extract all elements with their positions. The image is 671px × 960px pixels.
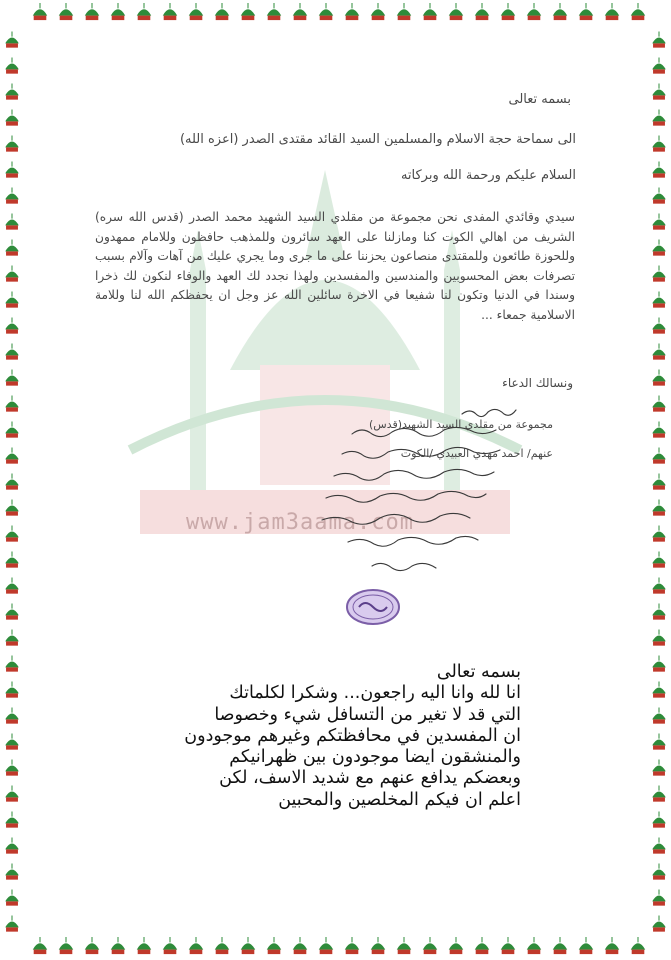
border-mosque-motif-icon — [189, 3, 203, 20]
border-mosque-motif-icon — [449, 937, 463, 954]
border-mosque-motif-icon — [5, 604, 19, 620]
border-mosque-motif-icon — [5, 526, 19, 542]
border-mosque-motif-icon — [5, 864, 19, 880]
border-mosque-motif-icon — [5, 84, 19, 100]
decorative-border-left — [0, 0, 24, 960]
border-mosque-motif-icon — [137, 3, 151, 20]
border-mosque-motif-icon — [652, 760, 666, 776]
border-mosque-motif-icon — [605, 3, 619, 20]
border-mosque-motif-icon — [5, 370, 19, 386]
border-mosque-motif-icon — [652, 656, 666, 672]
border-mosque-motif-icon — [652, 604, 666, 620]
reply-line: اعلم ان فيكم المخلصين والمحبين — [278, 789, 521, 810]
border-mosque-motif-icon — [652, 526, 666, 542]
border-mosque-motif-icon — [652, 500, 666, 516]
watermark-url-text: www.jam3aama.com — [186, 510, 414, 535]
border-mosque-motif-icon — [59, 3, 73, 20]
border-mosque-motif-icon — [5, 656, 19, 672]
border-mosque-motif-icon — [423, 3, 437, 20]
border-mosque-motif-icon — [319, 937, 333, 954]
border-mosque-motif-icon — [111, 3, 125, 20]
border-mosque-motif-icon — [85, 937, 99, 954]
border-mosque-motif-icon — [652, 838, 666, 854]
border-mosque-motif-icon — [371, 3, 385, 20]
border-mosque-motif-icon — [345, 937, 359, 954]
border-mosque-motif-icon — [267, 937, 281, 954]
border-mosque-motif-icon — [652, 864, 666, 880]
border-mosque-motif-icon — [5, 474, 19, 490]
border-mosque-motif-icon — [215, 937, 229, 954]
border-mosque-motif-icon — [652, 292, 666, 308]
border-mosque-motif-icon — [5, 240, 19, 256]
border-mosque-motif-icon — [267, 3, 281, 20]
letter-signatory: عنهم/ احمد مهدي العبيدي /الكوت — [400, 447, 553, 460]
border-mosque-motif-icon — [652, 396, 666, 412]
border-mosque-motif-icon — [652, 318, 666, 334]
reply-line: انا لله وانا اليه راجعون... وشكرا لكلماتك — [229, 683, 521, 704]
border-mosque-motif-icon — [652, 552, 666, 568]
border-mosque-motif-icon — [501, 3, 515, 20]
border-mosque-motif-icon — [5, 890, 19, 906]
border-mosque-motif-icon — [652, 136, 666, 152]
border-mosque-motif-icon — [5, 734, 19, 750]
border-mosque-motif-icon — [5, 578, 19, 594]
border-mosque-motif-icon — [652, 370, 666, 386]
border-mosque-motif-icon — [652, 786, 666, 802]
border-mosque-motif-icon — [111, 937, 125, 954]
border-mosque-motif-icon — [5, 162, 19, 178]
border-mosque-motif-icon — [5, 292, 19, 308]
border-mosque-motif-icon — [652, 890, 666, 906]
border-mosque-motif-icon — [652, 916, 666, 932]
reply-line: التي قد لا تغير من التسافل شيء وخصوصا — [214, 704, 521, 725]
border-mosque-motif-icon — [371, 937, 385, 954]
border-mosque-motif-icon — [397, 3, 411, 20]
border-mosque-motif-icon — [397, 937, 411, 954]
border-mosque-motif-icon — [652, 578, 666, 594]
border-mosque-motif-icon — [5, 708, 19, 724]
border-mosque-motif-icon — [59, 937, 73, 954]
border-mosque-motif-icon — [241, 3, 255, 20]
border-mosque-motif-icon — [423, 937, 437, 954]
border-mosque-motif-icon — [215, 3, 229, 20]
border-mosque-motif-icon — [5, 214, 19, 230]
border-mosque-motif-icon — [189, 937, 203, 954]
border-mosque-motif-icon — [475, 3, 489, 20]
border-mosque-motif-icon — [5, 58, 19, 74]
border-mosque-motif-icon — [5, 396, 19, 412]
border-mosque-motif-icon — [527, 3, 541, 20]
border-mosque-motif-icon — [33, 937, 47, 954]
border-mosque-motif-icon — [605, 937, 619, 954]
reply-line: وبعضكم يدافع عنهم مع شديد الاسف، لكن — [219, 768, 521, 789]
border-mosque-motif-icon — [5, 318, 19, 334]
decorative-border-bottom — [0, 934, 671, 960]
border-mosque-motif-icon — [163, 937, 177, 954]
border-mosque-motif-icon — [652, 422, 666, 438]
border-mosque-motif-icon — [501, 937, 515, 954]
border-mosque-motif-icon — [5, 552, 19, 568]
border-mosque-motif-icon — [5, 266, 19, 282]
border-mosque-motif-icon — [631, 3, 645, 20]
border-mosque-motif-icon — [652, 344, 666, 360]
border-mosque-motif-icon — [652, 188, 666, 204]
letter-sender-group: مجموعة من مقلدي السيد الشهيد(قدس) — [369, 418, 553, 431]
border-mosque-motif-icon — [5, 812, 19, 828]
border-mosque-motif-icon — [5, 682, 19, 698]
border-mosque-motif-icon — [319, 3, 333, 20]
border-mosque-motif-icon — [449, 3, 463, 20]
border-mosque-motif-icon — [631, 937, 645, 954]
border-mosque-motif-icon — [137, 937, 151, 954]
border-mosque-motif-icon — [652, 682, 666, 698]
letter-closing: ونسالك الدعاء — [502, 376, 573, 390]
border-mosque-motif-icon — [5, 630, 19, 646]
reply-line: والمنشقون ايضا موجودون بين ظهرانيكم — [229, 747, 521, 768]
border-mosque-motif-icon — [579, 937, 593, 954]
letter-greeting: السلام عليكم ورحمة الله وبركاته — [400, 168, 576, 183]
border-mosque-motif-icon — [5, 110, 19, 126]
border-mosque-motif-icon — [652, 266, 666, 282]
reply-line: بسمه تعالى — [436, 662, 521, 682]
decorative-border-right — [647, 0, 671, 960]
border-mosque-motif-icon — [293, 937, 307, 954]
border-mosque-motif-icon — [527, 937, 541, 954]
border-mosque-motif-icon — [293, 3, 307, 20]
border-mosque-motif-icon — [652, 32, 666, 48]
reply-line: ان المفسدين في محافظتكم وغيرهم موجودون — [184, 725, 521, 746]
letter-basmala: بسمه تعالى — [508, 92, 571, 107]
letter-body: سيدي وقائدي المفدى نحن مجموعة من مقلدي السيد الشهيد محمد الصدر (قدس الله سره) الشريف من اهالي الكوت كنا ومازلنا على العهد سائرون وللمذهب حافظون وللامام ممهدون وللحوزة طائعون وللمقتدى منصاعون يحزننا على ما جرى وما يجري عليك من آهات وآلام بسبب تصرفات بعض المحسوبين والمندسين والمفسدين ولهذا نجدد لك العهد والوفاء لنكون لك ذخرا وسندا في الدنيا وتكون لنا شفيعا في الاخرة سائلين الله عز وجل ان يحفظكم الله لنا وللامة الاسلامية جمعاء ... — [95, 210, 575, 322]
border-mosque-motif-icon — [652, 630, 666, 646]
border-mosque-motif-icon — [5, 760, 19, 776]
border-mosque-motif-icon — [5, 500, 19, 516]
official-seal-stamp — [345, 588, 401, 626]
border-mosque-motif-icon — [652, 708, 666, 724]
border-mosque-motif-icon — [5, 786, 19, 802]
decorative-border-top — [0, 0, 671, 26]
border-mosque-motif-icon — [5, 344, 19, 360]
border-mosque-motif-icon — [5, 838, 19, 854]
border-mosque-motif-icon — [33, 3, 47, 20]
letter-addressee: الى سماحة حجة الاسلام والمسلمين السيد القائد مقتدى الصدر (اعزه الله) — [179, 132, 576, 147]
border-mosque-motif-icon — [652, 474, 666, 490]
border-mosque-motif-icon — [5, 916, 19, 932]
reply-transcription — [184, 662, 521, 811]
border-mosque-motif-icon — [652, 110, 666, 126]
border-mosque-motif-icon — [5, 188, 19, 204]
border-mosque-motif-icon — [5, 32, 19, 48]
border-mosque-motif-icon — [5, 448, 19, 464]
border-mosque-motif-icon — [553, 3, 567, 20]
border-mosque-motif-icon — [5, 422, 19, 438]
border-mosque-motif-icon — [345, 3, 359, 20]
border-mosque-motif-icon — [652, 240, 666, 256]
border-mosque-motif-icon — [553, 937, 567, 954]
border-mosque-motif-icon — [652, 448, 666, 464]
border-mosque-motif-icon — [652, 162, 666, 178]
border-mosque-motif-icon — [163, 3, 177, 20]
border-mosque-motif-icon — [652, 812, 666, 828]
border-mosque-motif-icon — [5, 136, 19, 152]
border-mosque-motif-icon — [652, 84, 666, 100]
handwritten-reply-scribble — [312, 400, 552, 580]
border-mosque-motif-icon — [652, 214, 666, 230]
border-mosque-motif-icon — [475, 937, 489, 954]
border-mosque-motif-icon — [652, 58, 666, 74]
border-mosque-motif-icon — [85, 3, 99, 20]
border-mosque-motif-icon — [241, 937, 255, 954]
border-mosque-motif-icon — [652, 734, 666, 750]
border-mosque-motif-icon — [579, 3, 593, 20]
